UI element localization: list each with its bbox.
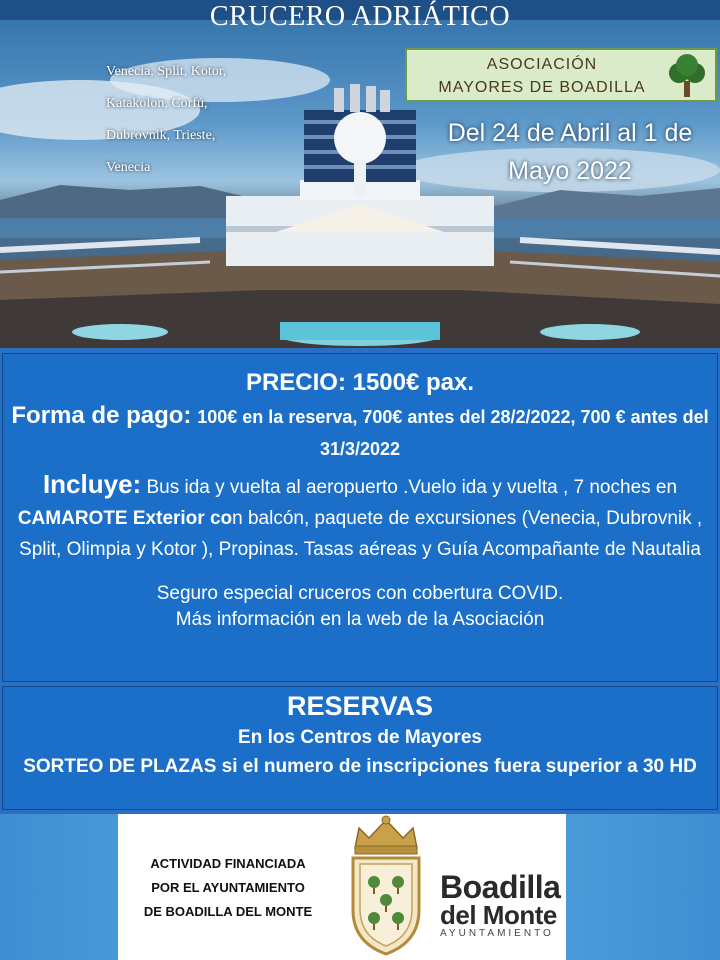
trip-dates: Del 24 de Abril al 1 de Mayo 2022: [447, 119, 693, 185]
price: PRECIO: 1500€ pax.: [245, 369, 475, 396]
route-line: Venecia: [106, 160, 151, 175]
logo-line-1: Boadilla: [440, 869, 561, 905]
includes-text-2: n balcón, paquete de excursiones (Venecia, Dubrovnik , Split, Olimpia y Kotor ), Propinas. Tasas aéreas y Guía Acompañante de Nautalia: [19, 508, 703, 560]
logo-line-2: del Monte: [440, 900, 557, 930]
association-line: MAYORES DE BOADILLA: [438, 79, 646, 96]
page-title: CRUCERO ADRIÁTICO: [209, 1, 511, 32]
includes-label: Incluye:: [42, 469, 142, 499]
association-line: ASOCIACIÓN: [486, 56, 598, 73]
more-info-note: Más información en la web de la Asociación: [175, 609, 545, 630]
association-badge: [405, 48, 717, 102]
boadilla-logo: [440, 869, 566, 940]
payment-terms: [3, 400, 717, 465]
includes-text: Bus ida y vuelta al aeropuerto .Vuelo ida y vuelta , 7 noches en: [146, 477, 678, 498]
tree-icon: [665, 53, 709, 99]
includes-cabin: CAMAROTE Exterior co: [17, 508, 233, 529]
payment-label: Forma de pago:: [11, 402, 192, 429]
financing-line: DE BOADILLA DEL MONTE: [143, 904, 313, 919]
route-line: Katakolon, Corfú,: [106, 96, 208, 111]
reservations-draw: SORTEO DE PLAZAS si el numero de inscripciones fuera superior a 30 HD: [23, 756, 697, 777]
route-line: Venecia, Split, Kotor,: [106, 64, 227, 79]
route-line: Dubrovnik, Trieste,: [106, 128, 216, 143]
hero-image: [0, 0, 720, 348]
financing-note: [128, 852, 328, 924]
coat-of-arms-icon: [345, 814, 427, 960]
extra-info: [3, 581, 717, 633]
payment-value: 100€ en la reserva, 700€ antes del 28/2/2022, 700 € antes del 31/3/2022: [197, 407, 709, 459]
reservations-title: RESERVAS: [286, 691, 434, 721]
reservations-panel: [2, 686, 718, 810]
includes: [3, 469, 717, 565]
info-panel: [2, 353, 718, 682]
financing-line: ACTIVIDAD FINANCIADA: [150, 856, 306, 871]
logo-line-3: AYUNTAMIENTO: [440, 928, 554, 939]
reservations-where: En los Centros de Mayores: [238, 727, 482, 748]
association-name: [417, 53, 667, 99]
financing-line: POR EL AYUNTAMIENTO: [151, 880, 305, 895]
insurance-note: Seguro especial cruceros con cobertura COVID.: [156, 583, 564, 604]
route-list: [106, 56, 296, 184]
